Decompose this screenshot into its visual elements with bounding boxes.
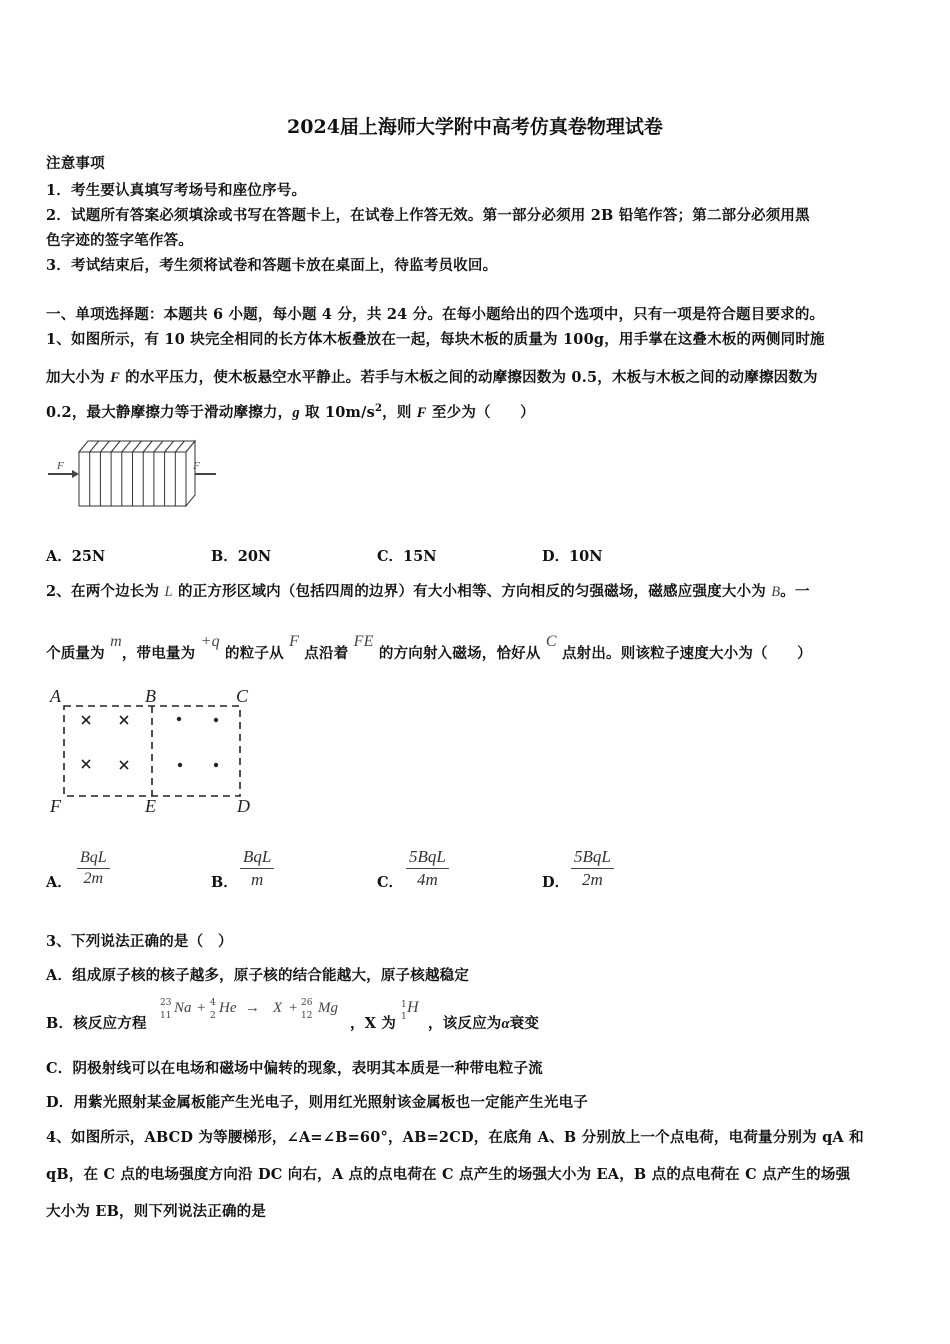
section-heading: 一、单项选择题：本题共 6 小题，每小题 4 分，共 24 分。在每小题给出的四个选项中，只有一项是符合题目要求的。	[46, 306, 825, 323]
q2-option-b-fraction: BqL m	[240, 847, 274, 890]
q1-line1: 1、如图所示，有 10 块完全相同的长方体木板叠放在一起，每块木板的质量为 100g，用手掌在这叠木板的两侧同时施	[46, 331, 825, 348]
q2-option-a-label: A．	[46, 874, 72, 891]
force-label-right: F	[193, 460, 200, 472]
q4-line1: 4、如图所示，ABCD 为等腰梯形，∠A=∠B=60°，AB=2CD，在底角 A、B 分别放上一个点电荷，电荷量分别为 qA 和	[46, 1129, 864, 1146]
q2-line1: 2、在两个边长为 L 的正方形区域内（包括四周的边界）有大小相等、方向相反的匀强磁场，磁感应强度大小为 B。一	[46, 583, 810, 600]
point-b-label: B	[145, 686, 156, 706]
notice-item: 2．试题所有答案必须填涂或书写在答题卡上，在试卷上作答无效。第一部分必须用 2B 铅笔作答；第二部分必须用黑	[46, 207, 810, 224]
q4-line2: qB，在 C 点的电场强度方向沿 DC 向右，A 点的点电荷在 C 点产生的场强大小为 EA，B 点的点电荷在 C 点产生的场强	[46, 1166, 851, 1183]
notice-heading: 注意事项	[46, 155, 105, 172]
q2-option-a-fraction: BqL 2m	[77, 849, 110, 888]
q2-option-d-fraction: 5BqL 2m	[571, 847, 614, 890]
notice-item: 色字迹的签字笔作答。	[46, 232, 193, 249]
q3-option-c: C．阴极射线可以在电场和磁场中偏转的现象，表明其本质是一种带电粒子流	[46, 1060, 543, 1077]
point-d-label: D	[237, 796, 250, 816]
q2-option-b-label: B．	[211, 874, 238, 891]
q1-option-a: A．25N	[46, 548, 106, 565]
point-f-label: F	[50, 796, 61, 816]
q4-line3: 大小为 EB，则下列说法正确的是	[46, 1203, 267, 1220]
point-a-label: A	[50, 686, 61, 706]
q1-line3: 0.2，最大静摩擦力等于滑动摩擦力，g 取 $10m/s^2$，则 F 至少为（ ）	[46, 403, 535, 421]
q3-option-b-prefix: B．核反应方程	[46, 1015, 147, 1032]
q2-figure	[44, 680, 264, 820]
point-e-label: E	[145, 796, 156, 816]
force-label-left: F	[57, 460, 64, 472]
q3-option-a: A．组成原子核的核子越多，原子核的结合能越大，原子核越稳定	[46, 967, 470, 984]
notice-item: 1．考生要认真填写考场号和座位序号。	[46, 182, 307, 199]
q1-option-c: C．15N	[377, 548, 437, 565]
q2-option-d-label: D．	[542, 874, 570, 891]
q1-option-b: B．20N	[211, 548, 272, 565]
q3-stem: 3、下列说法正确的是（ ）	[46, 933, 233, 950]
q3-option-b-suffix: ，该反应为α衰变	[428, 1015, 540, 1032]
q1-figure	[44, 436, 219, 511]
notice-item: 3．考试结束后，考生须将试卷和答题卡放在桌面上，待监考员收回。	[46, 257, 498, 274]
q3-nuclear-equation: 23 11 Na + 4 2 He → X + 26 12 Mg	[160, 998, 338, 1021]
q2-option-c-label: C．	[377, 874, 404, 891]
q3-option-b-mid: ，X 为	[350, 1015, 397, 1032]
q1-option-d: D．10N	[542, 548, 603, 565]
q1-line2: 加大小为 F 的水平压力，使木板悬空水平静止。若手与木板之间的动摩擦因数为 0.5，木板与木板之间的动摩擦因数为	[46, 369, 818, 386]
point-c-label: C	[236, 686, 249, 706]
q2-line2: 个质量为 m，带电量为 +q 的粒子从 F 点沿着 FE 的方向射入磁场，恰好从 C 点射出。则该粒子速度大小为（ ）	[46, 633, 812, 662]
q3-option-d: D．用紫光照射某金属板能产生光电子，则用红光照射该金属板也一定能产生光电子	[46, 1094, 588, 1111]
page-title: 2024届上海师大学附中高考仿真卷物理试卷	[287, 116, 663, 138]
q3-hydrogen-symbol: 1 1 H	[401, 999, 419, 1022]
q2-option-c-fraction: 5BqL 4m	[406, 847, 449, 890]
